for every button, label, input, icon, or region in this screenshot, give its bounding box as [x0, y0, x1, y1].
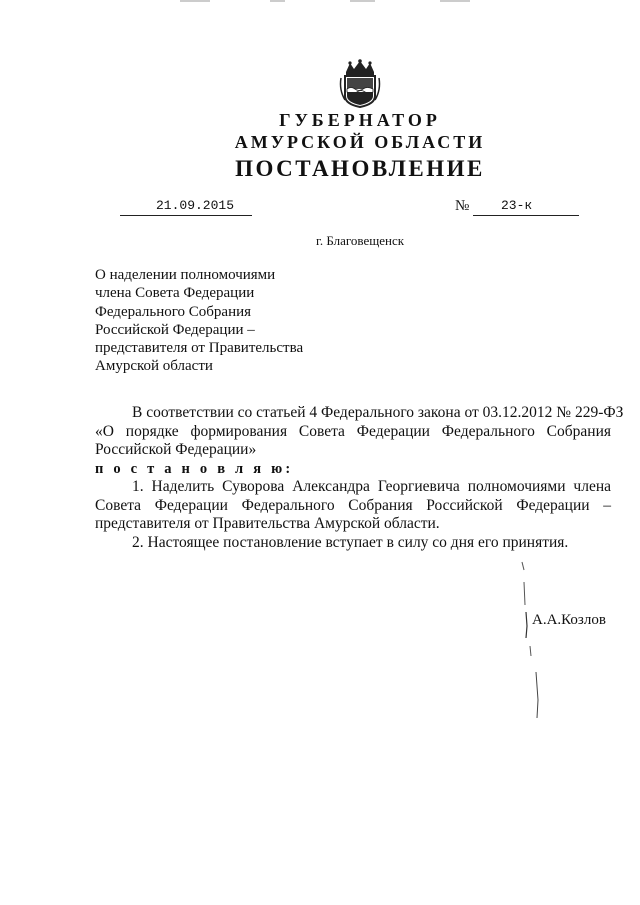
title-governor: ГУБЕРНАТОР: [279, 110, 441, 130]
item-1-line: Совета Федерации Федерального Собрания Российской Федерации –: [95, 496, 611, 514]
intro-line: Российской Федерации»: [95, 441, 257, 458]
decree-word: п о с т а н о в л я ю:: [95, 460, 294, 477]
document-date: 21.09.2015: [120, 198, 252, 216]
title-document-type: ПОСТАНОВЛЕНИЕ: [235, 156, 485, 181]
signatory-name: А.А.Козлов: [532, 612, 606, 628]
item-2-line: 2. Настоящее постановление вступает в силу со дня его принятия.: [132, 533, 569, 551]
document-number: 23-к: [473, 198, 579, 216]
subject-line: представителя от Правительства: [95, 340, 304, 357]
subject-line: члена Совета Федерации: [95, 285, 255, 302]
amur-region-coat-of-arms-icon: [338, 58, 382, 108]
subject-line: Федерального Собрания: [95, 303, 252, 320]
document-body: [95, 404, 624, 552]
intro-line: «О порядке формирования Совета Федерации Федерального Собрания: [95, 422, 611, 440]
subject-line: Российской Федерации –: [95, 321, 255, 338]
signature-marks: [510, 560, 560, 730]
document-subject: [95, 266, 303, 376]
item-1-line: 1. Наделить Суворова Александра Георгиевича полномочиями члена: [132, 478, 611, 495]
title-region: АМУРСКОЙ ОБЛАСТИ: [234, 132, 486, 152]
intro-line: В соответствии со статьей 4 Федерального закона от 03.12.2012 № 229-ФЗ: [132, 404, 624, 421]
subject-line: Амурской области: [95, 358, 213, 375]
number-sign: №: [455, 198, 470, 214]
subject-line: О наделении полномочиями: [95, 267, 276, 283]
item-1-line: представителя от Правительства Амурской области.: [95, 515, 440, 532]
city-label: г. Благовещенск: [315, 233, 405, 248]
scan-edge-marks: [150, 0, 550, 6]
